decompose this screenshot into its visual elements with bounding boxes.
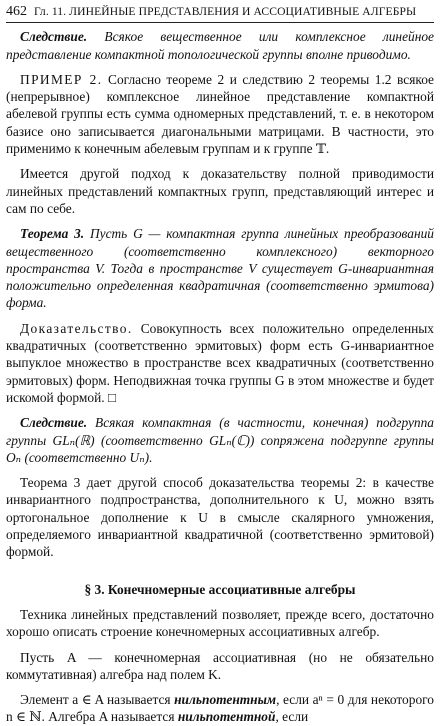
corollary-2-text: Всякая компактная (в частности, конечная) подгруппа группы GLₙ(ℝ) (соответственно GLₙ(ℂ)) сопряжена подгруппе группы Oₙ (соответственно Uₙ). (6, 415, 434, 465)
intro-paragraph: Техника линейных представлений позволяет, прежде всего, достаточно хорошо описать строение конечномерных ассоциативных алгебр. (6, 606, 434, 640)
corollary-2-lead: Следствие. (20, 415, 88, 431)
nilpotent-text-before: Элемент a ∈ A называется (20, 692, 175, 708)
nilpotent-term-algebra: нильпотентной (177, 709, 276, 725)
corollary-2 (6, 414, 434, 466)
proof-text: Совокупность всех положительно определенных квадратичных (соответственно эрмитовых) форм есть G-инвариантное выпуклое множество в пространстве всех квадратичных (соответственно эрмитовых) форм. Неподвижная точка группы G в этом множестве и будет искомой формой. □ (6, 320, 434, 405)
example-2 (6, 71, 434, 157)
example-2-lead: ПРИМЕР 2. (20, 71, 103, 87)
theorem-3-text: Пусть G — компактная группа линейных преобразований вещественного (соответственно комплексного) векторного пространства V. Тогда в пространстве V существует G-инвариантная положительно определенная квадратичная (соответственно эрмитова) форма. (6, 226, 434, 311)
corollary-1-lead: Следствие. (20, 29, 88, 45)
section-title: § 3. Конечномерные ассоциативные алгебры (84, 581, 356, 597)
approach-paragraph: Имеется другой подход к доказательству полной приводимости линейных представлений компактных групп, представляющий интерес и сам по себе. (6, 166, 434, 216)
definition-paragraph: Пусть A — конечномерная ассоциативная (но не обязательно коммутативная) алгебра над полем K. (6, 649, 434, 682)
nilpotent-paragraph (6, 691, 434, 726)
nilpotent-text-after: , если (275, 709, 309, 725)
nilpotent-term-element: нильпотентным (174, 692, 277, 708)
proof (6, 320, 434, 406)
nilpotent-text-middle: , если aⁿ = 0 для некоторого n ∈ ℕ. Алгебра A называется (6, 692, 434, 725)
theorem-3 (6, 225, 434, 311)
page-number: 462 (6, 4, 27, 19)
example-2-text: Согласно теореме 2 и следствию 2 теоремы 1.2 всякое (непрерывное) комплексное линейное представление компактной абелевой группы есть сумма одномерных представлений, т. е. в некотором базисе оно записывается диагональными матрицами. В частности, это применимо к конечным абелевым группам и к группе 𝕋. (6, 71, 434, 157)
theorem-3-lead: Теорема 3. (20, 226, 85, 242)
theorem-3-remark: Теорема 3 дает другой способ доказательства теоремы 2: в качестве инвариантного подпространства, дополнительного к U, можно взять ортогональное дополнение к U в смысле скалярного умножения, определяемого инвариантной квадратичной (соответственно эрмитовой) формой. (6, 475, 434, 560)
corollary-1-text: Всякое вещественное или комплексное линейное представление компактной топологической группы вполне приводимо. (6, 29, 434, 62)
proof-lead: Доказательство. (20, 320, 133, 336)
page-header (6, 3, 434, 23)
corollary-1 (6, 28, 434, 63)
running-title: Гл. 11. ЛИНЕЙНЫЕ ПРЕДСТАВЛЕНИЯ И АССОЦИАТИВНЫЕ АЛГЕБРЫ (34, 5, 417, 18)
